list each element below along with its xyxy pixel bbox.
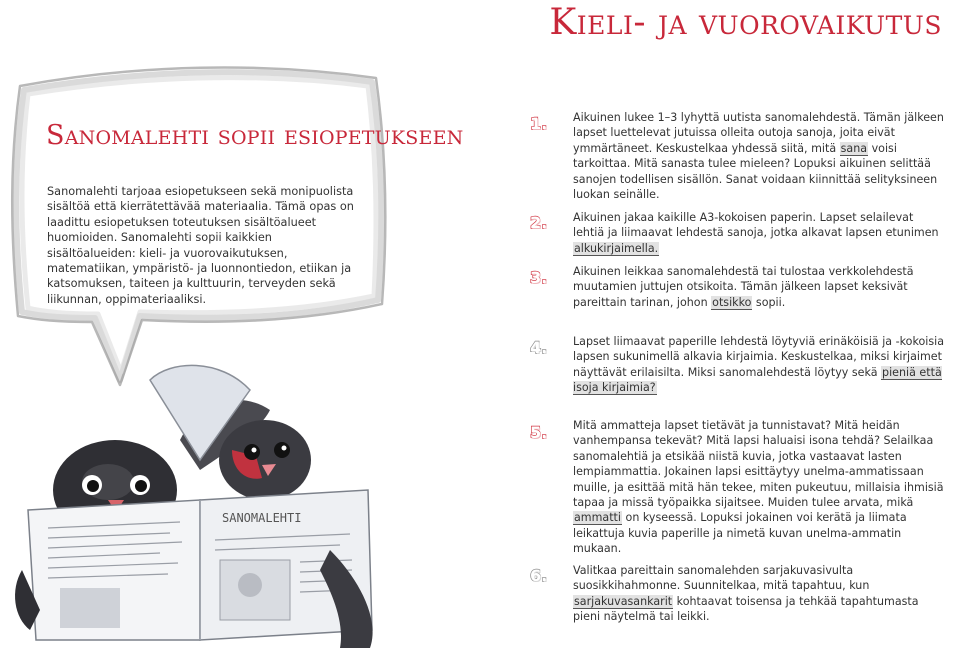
bubble-title: Sanomalehti sopii esiopetukseen xyxy=(46,120,464,151)
page-title: Kieli- ja vuorovaikutus xyxy=(549,2,942,43)
newspaper-masthead: SANOMALEHTI xyxy=(222,511,302,525)
newspaper xyxy=(28,490,372,640)
step-number-2: 2. xyxy=(530,213,548,232)
keyword-highlight: pieniä että isoja kirjaimia? xyxy=(573,365,942,395)
step-text-5: Mitä ammatteja lapset tietävät ja tunnistavat? Mitä heidän vanhempansa tekevät? Mitä lapsi haluaisi isona tehdä? Selailkaa sanomalehtiä ja etsikää niistä kuvia, jotka vastaavat lasten lempiammattia. Jokainen lapsi esittäytyy unelma-ammatissaan muille, ja esittää mitä hän tekee, miten pukeutuu, millaisia ihmisiä tapaa ja missä työpaikka sijaitsee. Muiden tulee arvata, mikä ammatti on kyseessä. Lopuksi jokainen voi kerätä ja liimata leikattuja kuvia paperille ja nimetä kuvan unelma-ammatin mukaan. xyxy=(573,419,944,556)
intro-paragraph xyxy=(47,184,355,307)
step-number-6: 6. xyxy=(530,566,548,585)
intro-text-2: Sanomalehti sopii kaikkien sisältöalueiden: kieli- ja vuorovaikutuksen, matematiikan, ympäristö- ja luonnontiedon, etiikan ja katsomuksen, taiteen ja kulttuurin, terveyden sekä liikunnan, oppimateriaaliksi. xyxy=(47,231,352,306)
keyword-highlight: sana xyxy=(840,141,868,155)
step-text-4: Lapset liimaavat paperille lehdestä löytyviä erinäköisiä ja -kokoisia lapsen sukunimellä alkavia kirjaimia. Keskustelkaa, miksi kirjaimet näyttävät erilaisilta. Miksi sanomalehdestä löytyy sekä pieniä että isoja kirjaimia? xyxy=(573,335,945,395)
step-number-3: 3. xyxy=(530,268,548,287)
keyword-highlight: alkukirjaimella. xyxy=(574,241,659,255)
keyword-highlight: sarjakuvasankarit xyxy=(574,594,673,608)
step-text-1: Aikuinen lukee 1–3 lyhyttä uutista sanomalehdestä. Tämän jälkeen lapset luettelevat jutuissa olleita outoja sanoja, joita eivät ymmärtäneet. Keskustelkaa yhdessä siitä, mitä sana voisi tarkoittaa. Mitä sanasta tulee mieleen? Lopuksi aikuinen selittää sanojen todellisen sisällön. Sanat voidaan kiinnittää selityksineen luokan seinälle. xyxy=(573,111,944,202)
right-bird xyxy=(219,420,311,500)
keyword-highlight: otsikko xyxy=(712,295,752,309)
step-number-5: 5. xyxy=(530,423,548,442)
birds-reading-newspaper-illustration xyxy=(0,350,440,650)
step-number-4: 4. xyxy=(530,338,548,357)
step-text-3: Aikuinen leikkaa sanomalehdestä tai tulostaa verkkolehdestä muutamien juttujen otsikoita. Tämän jälkeen lapset keksivät pareittain tarinan, johon otsikko sopii. xyxy=(573,265,914,309)
step-text-6: Valitkaa pareittain sanomalehden sarjakuvasivulta suosikkihahmonne. Suunnitelkaa, mitä tapahtuu, kun sarjakuvasankarit kohtaavat toisensa ja tehkää tapahtumasta pieni näytelmä tai leikki. xyxy=(573,564,919,624)
step-number-1: 1. xyxy=(530,114,548,133)
step-text-2: Aikuinen jakaa kaikille A3-kokoisen paperin. Lapset selailevat lehtiä ja liimaavat lehdestä sanoja, jotka alkavat lapsen etunimen alkukirjaimella. xyxy=(573,211,939,255)
keyword-highlight: ammatti xyxy=(574,511,621,525)
intro-text-1: Sanomalehti tarjoaa esiopetukseen sekä monipuolista sisältöä että kierrätettävää materiaalia. Tämä opas on laadittu esiopetuksen toteutuksen sisältöalueet huomioiden. xyxy=(47,185,354,245)
